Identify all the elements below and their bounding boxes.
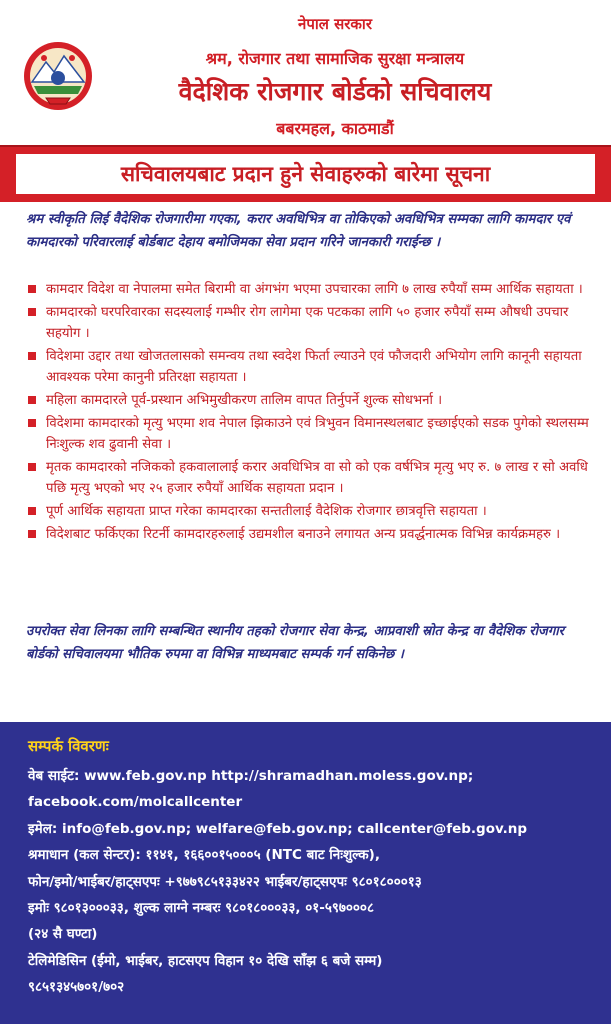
square-bullet-icon <box>28 308 36 316</box>
service-text: पूर्ण आर्थिक सहायता प्राप्त गरेका कामदारका सन्ततीलाई वैदेशिक रोजगार छात्रवृत्ति सहायता । <box>46 504 487 519</box>
list-item <box>26 346 591 388</box>
list-item <box>26 501 591 522</box>
list-item <box>26 302 591 344</box>
contact-facebook[interactable]: facebook.com/molcallcenter <box>28 794 243 810</box>
service-text: मृतक कामदारको नजिकको हकवालालाई करार अवधिभित्र वा सो को एक वर्षभित्र मृत्यु भए रु. ७ लाख र सो अवधि पछि मृत्यु भएको भए २५ हजार रुपैयाँ आर्थिक सहायता प्रदान । <box>46 460 588 496</box>
service-text: कामदार विदेश वा नेपालमा समेत बिरामी वा अंगभंग भएमा उपचारका लागि ७ लाख रुपैयाँ सम्म आर्थिक सहायता । <box>46 282 583 297</box>
contact-section <box>0 722 611 1024</box>
square-bullet-icon <box>28 463 36 471</box>
service-text: विदेशमा उद्दार तथा खोजतलासको समन्वय तथा स्वदेश फिर्ता ल्याउने एवं फौजदारी अभियोग लागि कानूनी सहायता आवश्यक परेमा कानुनी प्रतिरक्षा सहायता । <box>46 349 582 385</box>
service-text: विदेशबाट फर्किएका रिटर्नी कामदारहरुलाई उद्यमशील बनाउने लगायत अन्य प्रवर्द्धनात्मक विभिन्न कार्यक्रमहरु । <box>46 527 561 542</box>
service-text: कामदारको घरपरिवारका सदस्यलाई गम्भीर रोग लागेमा एक पटकका लागि ५० हजार रुपैयाँ सम्म औषधी उपचार सहयोग । <box>46 305 569 341</box>
contact-website[interactable]: वेब साईट: www.feb.gov.np http://shramadhan.moless.gov.np; <box>28 768 474 784</box>
office-address: बबरमहल, काठमाडौं <box>276 119 394 138</box>
contact-telemedicine-number: ९८५१३४५७०१/७०२ <box>28 979 125 995</box>
contact-title: सम्पर्क विवरणः <box>28 737 109 755</box>
list-item <box>26 457 591 499</box>
notice-body <box>0 202 611 722</box>
square-bullet-icon <box>28 419 36 427</box>
intro-paragraph: श्रम स्वीकृति लिई वैदेशिक रोजगारीमा गएका, करार अवधिभित्र वा तोकिएको अवधिभित्र सम्मका लागि कामदार एवं कामदारको परिवारलाई बोर्डबाट देहाय बमोजिमका सेवा प्रदान गरिने जानकारी गराईन्छ । <box>26 212 571 250</box>
header <box>0 0 611 142</box>
notice-title: सचिवालयबाट प्रदान हुने सेवाहरुको बारेमा सूचना <box>16 154 595 194</box>
nepal-government-emblem-icon <box>22 40 94 112</box>
board-name: वैदेशिक रोजगार बोर्डको सचिवालय <box>178 77 492 106</box>
list-item <box>26 390 591 411</box>
government-name: नेपाल सरकार <box>298 15 372 33</box>
list-item <box>26 279 591 300</box>
square-bullet-icon <box>28 530 36 538</box>
contact-hours: (२४ सै घण्टा) <box>28 926 98 942</box>
list-item <box>26 524 591 545</box>
contact-call-center: श्रमाधान (कल सेन्टर): ११४१, १६६००१५०००५ (NTC बाट निःशुल्क), <box>28 847 380 863</box>
service-text: महिला कामदारले पूर्व-प्रस्थान अभिमुखीकरण तालिम वापत तिर्नुपर्ने शुल्क सोधभर्ना । <box>46 393 443 408</box>
contact-phone: फोन/इमो/भाईबर/हाट्सएपः +९७७९८५१३३४२२ भाईबर/हाट्सएपः ९८०१८०००१३ <box>28 874 422 890</box>
notice-banner <box>0 145 611 202</box>
square-bullet-icon <box>28 352 36 360</box>
contact-imo: इमोः ९८०१३०००३३, शुल्क लाग्ने नम्बरः ९८०१८०००३३, ०१-५९७०००८ <box>28 900 374 916</box>
ministry-name: श्रम, रोजगार तथा सामाजिक सुरक्षा मन्त्रालय <box>205 49 465 68</box>
square-bullet-icon <box>28 396 36 404</box>
services-list <box>26 279 591 547</box>
contact-telemedicine: टेलिमेडिसिन (ईमो, भाईबर, हाटसएप विहान १० देखि साँझ ६ बजे सम्म) <box>28 953 383 969</box>
list-item <box>26 413 591 455</box>
contact-email[interactable]: इमेल: info@feb.gov.np; welfare@feb.gov.np; callcenter@feb.gov.np <box>28 821 528 837</box>
square-bullet-icon <box>28 285 36 293</box>
outro-paragraph: उपरोक्त सेवा लिनका लागि सम्बन्धित स्थानीय तहको रोजगार सेवा केन्द्र, आप्रवाशी स्रोत केन्द्र वा वैदेशिक रोजगार बोर्डको सचिवालयमा भौतिक रुपमा वा विभिन्न माध्यमबाट सम्पर्क गर्न सकिनेछ । <box>26 624 565 662</box>
service-text: विदेशमा कामदारको मृत्यु भएमा शव नेपाल झिकाउने एवं त्रिभुवन विमानस्थलबाट इच्छाईएको सडक पुगेको स्थलसम्म निःशुल्क शव ढुवानी सेवा । <box>46 416 589 452</box>
square-bullet-icon <box>28 507 36 515</box>
